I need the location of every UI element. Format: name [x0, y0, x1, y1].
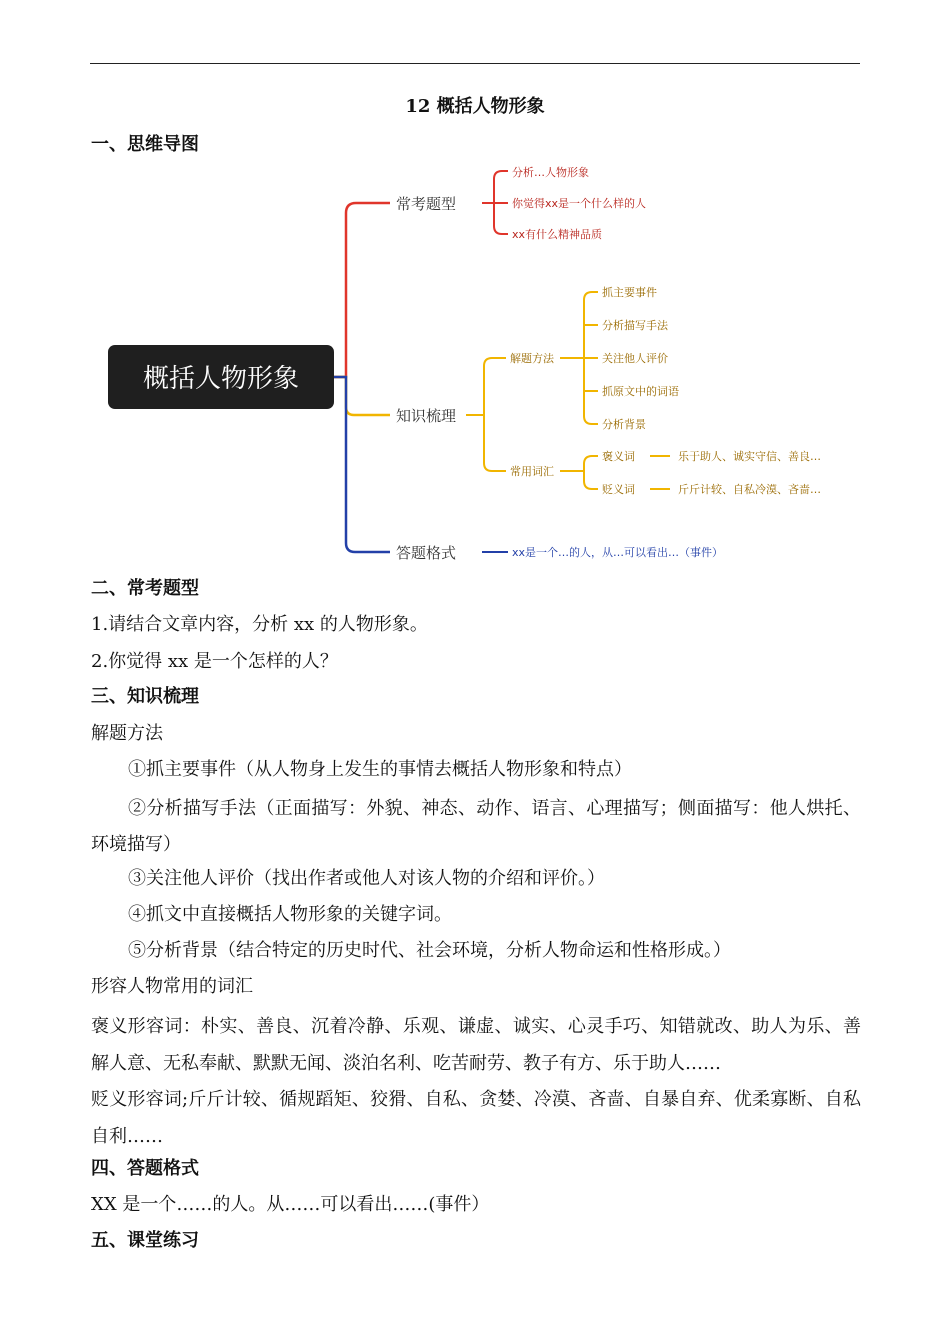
branch3-item: xx是一个…的人，从…可以看出…（事件） [512, 546, 724, 559]
method-1: ①抓主要事件（从人物身上发生的事情去概括人物形象和特点） [128, 759, 632, 780]
branch1-item-3: xx有什么精神品质 [512, 228, 603, 241]
method-5: ⑤分析背景（结合特定的历史时代、社会环境，分析人物命运和性格形成。） [128, 940, 731, 961]
method-title: 解题方法 [91, 723, 163, 744]
vocab-connectors [560, 456, 598, 489]
mindmap-method-3: 关注他人评价 [602, 352, 668, 365]
mind-map [90, 155, 860, 570]
answer-format-text: XX 是一个……的人。从……可以看出……(事件） [91, 1194, 490, 1215]
branch-answer-format: 答题格式 [396, 544, 457, 562]
vocab-title: 形容人物常用的词汇 [91, 976, 253, 997]
mindmap-vocab-label: 常用词汇 [510, 465, 554, 478]
mindmap-root-label: 概括人物形象 [142, 364, 300, 394]
mindmap-method-label: 解题方法 [510, 352, 554, 365]
top-rule [90, 63, 860, 64]
connector-yellow [334, 377, 390, 415]
section-heading-mindmap: 一、思维导图 [91, 134, 199, 155]
mindmap-negative-label: 贬义词 [602, 483, 635, 496]
method-3: ③关注他人评价（找出作者或他人对该人物的介绍和评价。） [128, 868, 605, 889]
connector-blue [334, 377, 390, 552]
mindmap-positive-label: 褒义词 [602, 450, 635, 463]
branch2-connectors [466, 358, 506, 471]
mindmap-positive-words: 乐于助人、诚实守信、善良… [678, 450, 821, 463]
method-4: ④抓文中直接概括人物形象的关键字词。 [128, 904, 452, 925]
branch-knowledge: 知识梳理 [396, 407, 457, 425]
mindmap-method-2: 分析描写手法 [602, 319, 668, 332]
positive-adjectives: 褒义形容词：朴实、善良、沉着冷静、乐观、谦虚、诚实、心灵手巧、知错就改、助人为乐、善解人意、无私奉献、默默无闻、淡泊名利、吃苦耐劳、教子有方、乐于助人…… [91, 1016, 861, 1074]
branch1-item-1: 分析…人物形象 [512, 166, 589, 179]
branch1-item-2: 你觉得xx是一个什么样的人 [512, 197, 647, 210]
negative-adjectives: 贬义形容词;斤斤计较、循规蹈矩、狡猾、自私、贪婪、冷漠、吝啬、自暴自弃、优柔寡断、自私自利…… [91, 1089, 861, 1147]
mindmap-negative-words: 斤斤计较、自私冷漠、吝啬… [678, 483, 821, 496]
question-type-2: 2.你觉得 xx 是一个怎样的人？ [91, 651, 338, 672]
section-heading-knowledge: 三、知识梳理 [91, 686, 199, 707]
mindmap-method-1: 抓主要事件 [602, 286, 657, 299]
section-heading-question-types: 二、常考题型 [91, 578, 199, 599]
method-2: ②分析描写手法（正面描写：外貌、神态、动作、语言、心理描写；侧面描写：他人烘托、环境描写） [91, 798, 861, 855]
mindmap-method-4: 抓原文中的词语 [602, 385, 679, 398]
section-heading-answer-format: 四、答题格式 [91, 1158, 199, 1179]
connector-red [334, 203, 390, 377]
branch1-connectors [482, 171, 508, 234]
section-heading-practice: 五、课堂练习 [91, 1230, 199, 1251]
mindmap-method-5: 分析背景 [602, 418, 646, 431]
question-type-1: 1.请结合文章内容，分析 xx 的人物形象。 [91, 614, 428, 635]
branch-common-questions: 常考题型 [396, 195, 457, 213]
method-connectors [560, 292, 598, 424]
document-title: 12 概括人物形象 [405, 96, 545, 117]
